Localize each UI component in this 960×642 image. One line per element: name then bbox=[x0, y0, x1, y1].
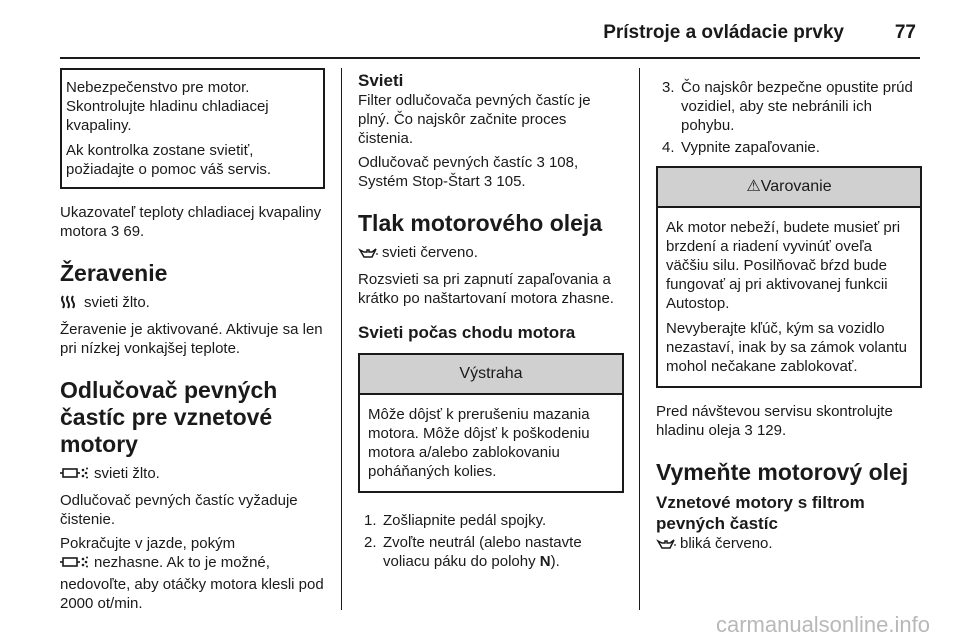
watermark: carmanualsonline.info bbox=[715, 612, 930, 637]
service-reference: Pred návštevou servisu skontrolujte hladinu oleja 3 129. bbox=[656, 403, 893, 439]
particle-filter-icon bbox=[60, 465, 90, 486]
particle-filter-icon bbox=[60, 554, 90, 575]
cross-references: Odlučovač pevných častíc 3 108, Systém Stop-Štart 3 105. bbox=[358, 154, 579, 190]
glow-plug-icon bbox=[60, 294, 80, 315]
dpf-text: Pokračujte v jazde, pokým nezhasne. Ak to je možné, nedovoľte, aby otáčky motora klesli pod 2000 ot/min. bbox=[60, 535, 324, 612]
glow-status: svieti žlto. bbox=[60, 293, 325, 315]
caution-title: Výstraha bbox=[360, 355, 622, 395]
subheading-lit: Svieti bbox=[358, 71, 404, 90]
page-link[interactable]: 129. bbox=[756, 422, 787, 439]
page-link[interactable]: 108, bbox=[548, 154, 579, 171]
section-heading-glow: Žeravenie bbox=[60, 260, 168, 286]
column-divider bbox=[341, 68, 342, 610]
list-item: 2. Zvoľte neutrál (alebo nastavte voliacu páku do polohy N). bbox=[364, 534, 582, 570]
engine-danger-box bbox=[60, 68, 325, 189]
column-divider bbox=[639, 68, 640, 610]
page-link[interactable]: 69. bbox=[123, 223, 145, 240]
list-item: 4. Vypnite zapaľovanie. bbox=[662, 139, 820, 156]
warning-box bbox=[656, 166, 922, 388]
column-middle bbox=[358, 70, 624, 574]
section-heading-oil-pressure: Tlak motorového oleja bbox=[358, 210, 603, 236]
box-paragraph: Ak kontrolka zostane svietiť, požiadajte o pomoc váš servis. bbox=[66, 142, 272, 178]
warning-body: Ak motor nebeží, budete musieť pri brzdení a riadení vyvinúť oveľa väčšiu silu. Posilňovač bŕzd bude fungovať aj pri aktivovanej funkcii Autostop. Nevyberajte kľúč, kým sa vozidlo nezastaví, inak by sa zámok volantu mohol nečakane zablokovať. bbox=[666, 219, 907, 375]
caution-box bbox=[358, 353, 624, 493]
reference-arrow-icon: 3 bbox=[744, 422, 753, 439]
oil-can-icon bbox=[656, 537, 676, 556]
diesel-status: bliká červeno. bbox=[656, 534, 922, 556]
caution-body: Môže dôjsť k prerušeniu mazania motora. Môže dôjsť k poškodeniu motora a/alebo zablokovaniu poháňaných kolies. bbox=[368, 406, 590, 480]
warning-triangle-icon: ⚠ bbox=[746, 178, 761, 195]
page-number: 77 bbox=[894, 22, 916, 43]
oil-status: svieti červeno. bbox=[358, 243, 624, 265]
section-heading-oil-change: Vymeňte motorový olej bbox=[656, 459, 909, 485]
steps-list bbox=[358, 511, 624, 571]
header-divider bbox=[60, 57, 920, 59]
column-right bbox=[656, 68, 922, 561]
list-item: 1. Zošliapnite pedál spojky. bbox=[364, 512, 547, 529]
reference-arrow-icon: 3 bbox=[536, 154, 545, 171]
oil-text: Rozsvieti sa pri zapnutí zapaľovania a krátko po naštartovaní motora zhasne. bbox=[358, 271, 614, 307]
reference-arrow-icon: 3 bbox=[110, 223, 120, 240]
subheading-diesel: Vznetové motory s filtrom pevných častíc bbox=[656, 493, 865, 533]
page-link[interactable]: 105. bbox=[496, 173, 526, 190]
oil-can-icon bbox=[358, 246, 378, 265]
steps-list bbox=[656, 78, 922, 157]
glow-text: Žeravenie je aktivované. Aktivuje sa len pri nízkej vonkajšej teplote. bbox=[60, 321, 323, 357]
dpf-text: Odlučovač pevných častíc vyžaduje čistenie. bbox=[60, 492, 298, 528]
reference-arrow-icon: 3 bbox=[483, 173, 493, 190]
warning-title: ⚠Varovanie bbox=[658, 168, 920, 208]
coolant-reference: Ukazovateľ teploty chladiacej kvapaliny motora 3 69. bbox=[60, 204, 322, 240]
subheading-running: Svieti počas chodu motora bbox=[358, 323, 576, 342]
box-paragraph: Nebezpečenstvo pre motor. Skontrolujte hladinu chladiacej kvapaliny. bbox=[66, 79, 269, 134]
page-header bbox=[0, 0, 960, 62]
dpf-status: svieti žlto. bbox=[60, 464, 325, 486]
page-title: Prístroje a ovládacie prvky bbox=[603, 22, 844, 43]
lit-text: Filter odlučovača pevných častíc je plný. Čo najskôr začnite proces čistenia. bbox=[358, 92, 591, 147]
column-left bbox=[60, 68, 325, 618]
list-item: 3. Čo najskôr bezpečne opustite prúd vozidiel, aby ste nebránili ich pohybu. bbox=[662, 79, 913, 134]
section-heading-dpf: Odlučovač pevných častíc pre vznetové motory bbox=[60, 377, 278, 457]
